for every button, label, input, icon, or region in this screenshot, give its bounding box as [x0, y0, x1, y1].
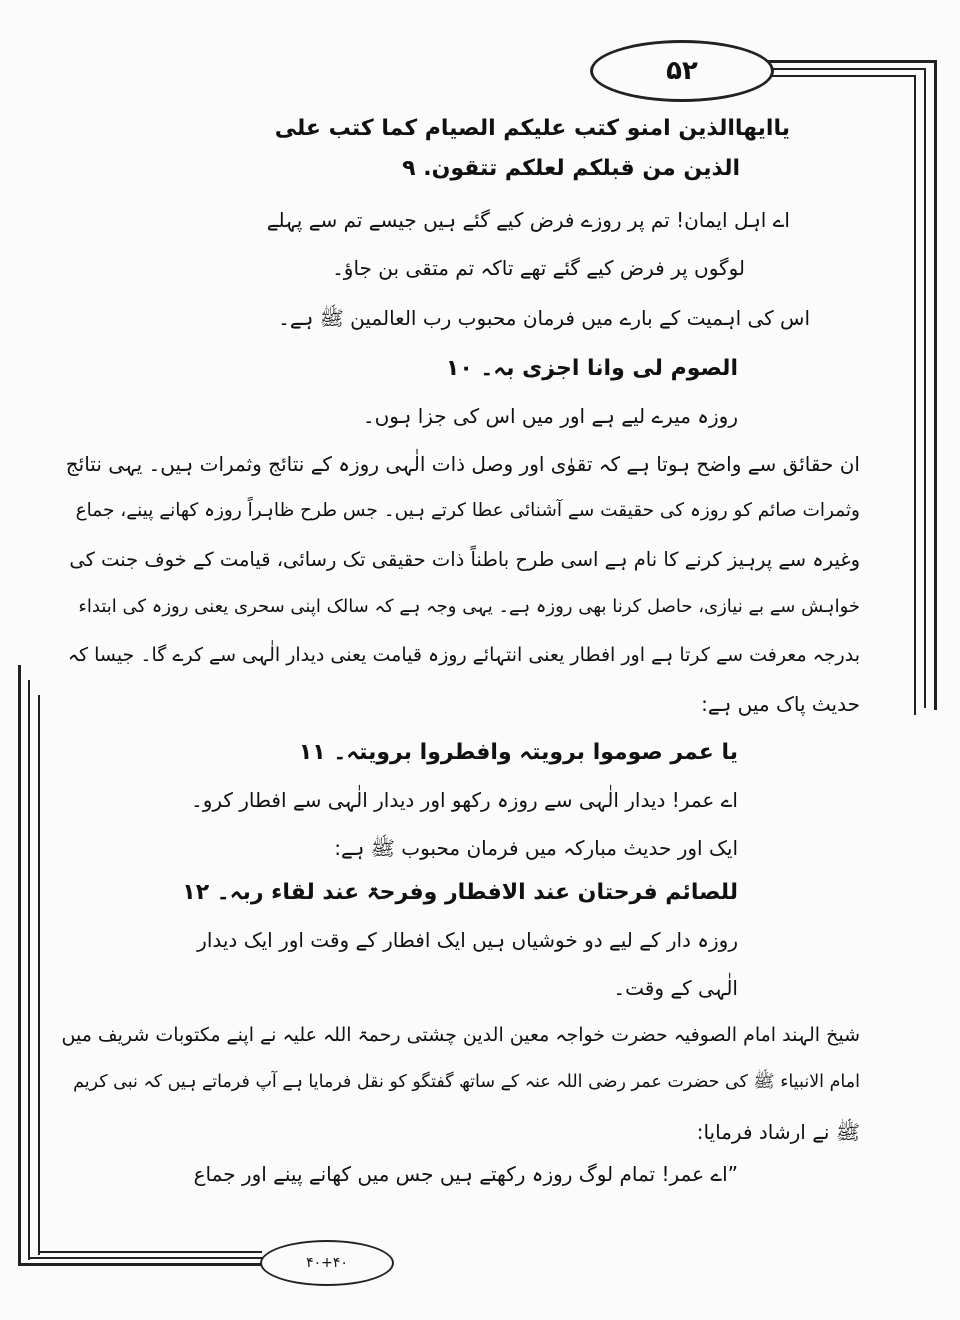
- text-line: بدرجہ معرفت سے کرتا ہے اور افطار یعنی انتہائے روزہ قیامت یعنی دیدار الٰہی سے کرے گا۔ جیسا کہ: [67, 644, 860, 666]
- text-line: الذین من قبلکم لعلکم تتقون. ۹: [402, 156, 740, 181]
- text-line: امام الانبیاء ﷺ کی حضرت عمر رضی اللہ عنہ کے ساتھ گفتگو کو نقل فرمایا ہے آپ فرماتے ہیں کہ نبی کریم: [73, 1072, 860, 1092]
- text-line: الصوم لی وانا اجزی بہ۔ ۱۰: [445, 356, 738, 381]
- text-line: الٰہی کے وقت۔: [613, 976, 738, 1000]
- text-line: لوگوں پر فرض کیے گئے تھے تاکہ تم متقی بن جاؤ۔: [332, 256, 745, 280]
- text-line: یا عمر صوموا برویتہ وافطروا برویتہ۔ ۱۱: [298, 740, 738, 765]
- text-line: وثمرات صائم کو روزہ کی حقیقت سے آشنائی عطا کرتے ہیں۔ جس طرح ظاہراً روزہ کھانے پینے، جماع: [75, 500, 860, 521]
- text-line: اے اہل ایمان! تم پر روزے فرض کیے گئے ہیں جیسے تم سے پہلے: [266, 208, 790, 232]
- text-line: للصائم فرحتان عند الافطار وفرحۃ عند لقاء ربہ۔ ۱۲: [182, 880, 738, 905]
- text-line: روزہ دار کے لیے دو خوشیاں ہیں ایک افطار کے وقت اور ایک دیدار: [197, 928, 738, 952]
- text-line: خواہش سے بے نیازی، حاصل کرنا بھی روزہ ہے۔ یہی وجہ ہے کہ سالک اپنی سحری یعنی روزہ کی ابتداء: [78, 596, 860, 617]
- page-number: ۵۲: [590, 40, 774, 102]
- text-line: حدیث پاک میں ہے:: [701, 692, 860, 716]
- text-line: ایک اور حدیث مبارکہ میں فرمان محبوب ﷺ ہے:: [334, 836, 738, 860]
- text-line: وغیرہ سے پرہیز کرنے کا نام ہے اسی طرح باطناً ذات حقیقی تک رسائی، قیامت کے خوف جنت کی: [69, 548, 860, 571]
- text-line: ان حقائق سے واضح ہوتا ہے کہ تقوٰی اور وصل ذات الٰہی روزہ کے نتائج وثمرات ہیں۔ یہی نتائج: [65, 452, 860, 476]
- text-line: شیخ الہند امام الصوفیہ حضرت خواجہ معین الدین چشتی رحمۃ اللہ علیہ نے اپنے مکتوبات شریف میں: [61, 1024, 860, 1046]
- footer-mark: ۴۰+۴۰: [260, 1240, 394, 1286]
- text-line: ﷺ نے ارشاد فرمایا:: [696, 1120, 860, 1144]
- text-line: اے عمر! دیدار الٰہی سے روزہ رکھو اور دیدار الٰہی سے افطار کرو۔: [190, 788, 738, 812]
- text-line: ”اے عمر! تمام لوگ روزہ رکھتے ہیں جس میں کھانے پینے اور جماع: [193, 1162, 738, 1186]
- text-line: یاایھاالذین امنو کتب علیکم الصیام کما کتب علی: [274, 116, 790, 141]
- text-line: روزہ میرے لیے ہے اور میں اس کی جزا ہوں۔: [362, 404, 738, 428]
- text-line: اس کی اہمیت کے بارے میں فرمان محبوب رب العالمین ﷺ ہے۔: [278, 306, 810, 330]
